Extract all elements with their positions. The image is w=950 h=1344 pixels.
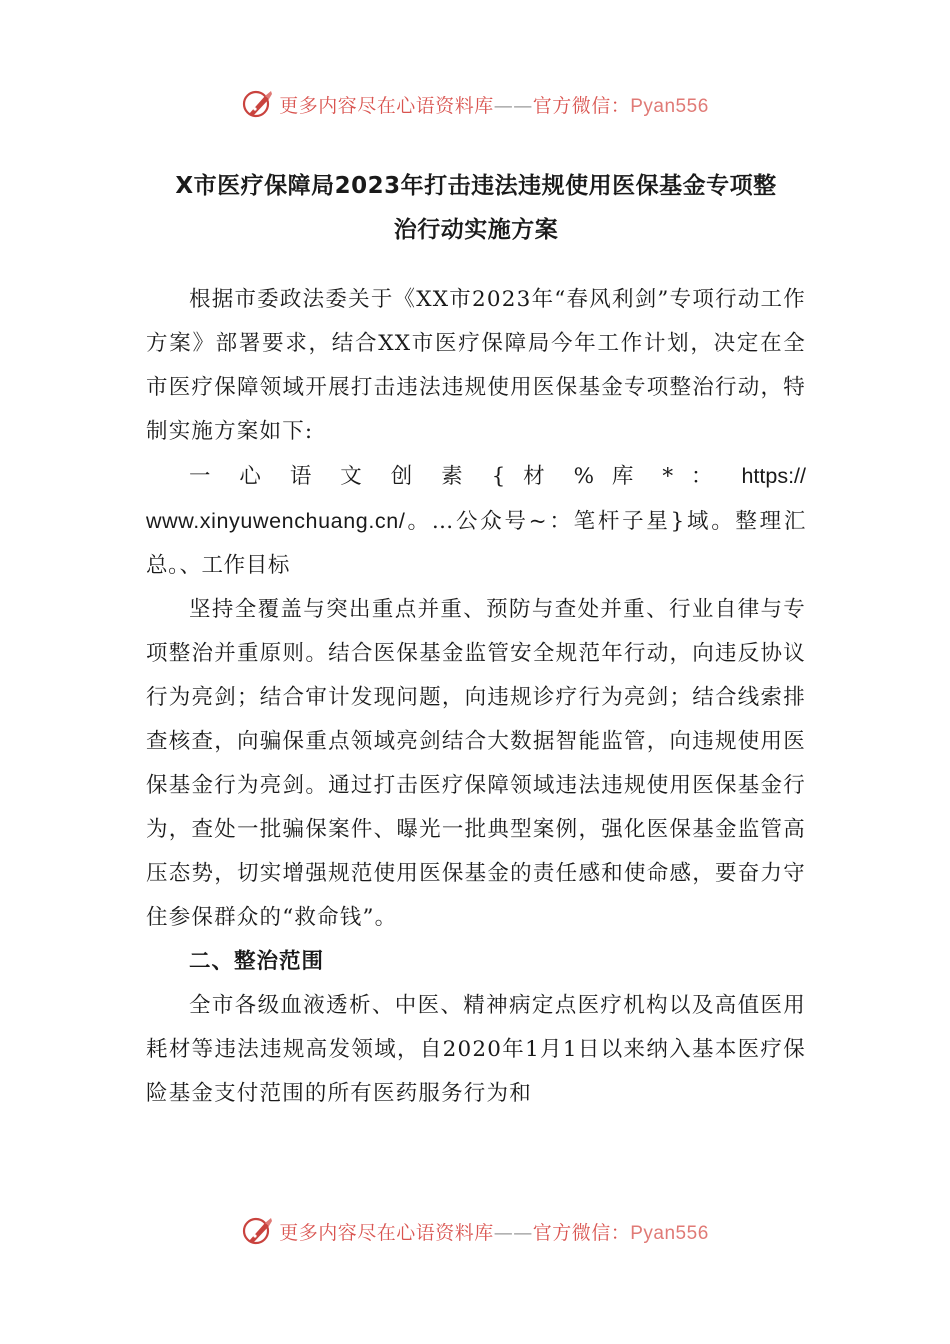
banner-wechat-id: Pyan556 [630,95,709,117]
banner-dash: —— [493,94,533,117]
intro-paragraph: 根据市委政法委关于《XX市2023年“春风利剑”专项行动工作方案》部署要求，结合XX市医疗保障局今年工作计划，决定在全市医疗保障领域开展打击违法违规使用医保基金专项整治行动，特制实施方案如下: [146,287,806,444]
goal-paragraph: 坚持全覆盖与突出重点并重、预防与查处并重、行业自律与专项整治并重原则。结合医保基金监管安全规范年行动，向违反协议行为亮剑；结合审计发现问题，向违规诊疗行为亮剑；结合线索排查核查，向骗保重点领域亮剑结合大数据智能监管，向违规使用医保基金行为亮剑。通过打击医疗保障领域违法违规使用医保基金行为，查处一批骗保案件、曝光一批典型案例，强化医保基金监管高压态势，切实增强规范使用医保基金的责任感和使命感，要奋力守住参保群众的“救命钱”。 [146,597,806,930]
pen-nib-circle-icon [241,1214,275,1248]
document-title [146,164,806,252]
header-banner [0,84,950,124]
banner-main-text: 更多内容尽在心语资料库 [279,94,494,117]
watermark-text: 一 心 语 文 创 素 { 材 % 库 * ： [189,464,724,489]
title-line-2: 治行动实施方案 [393,217,559,243]
scope-paragraph: 全市各级血液透析、中医、精神病定点医疗机构以及高值医用耗材等违法违规高发领域，自2020年1月1日以来纳入基本医疗保险基金支付范围的所有医药服务行为和 [146,993,806,1106]
pen-nib-circle-icon [241,87,275,121]
banner-text [279,1218,709,1245]
watermark-url: www.xinyuwenchuang.cn/ [146,509,406,533]
document-body [146,164,806,1116]
banner-official-text: 官方微信： [532,94,631,117]
watermark-url-line [146,499,806,588]
banner-main-text: 更多内容尽在心语资料库 [279,1221,494,1244]
banner-text [279,91,709,118]
banner-wechat-id: Pyan556 [630,1222,709,1244]
footer-banner [0,1211,950,1251]
banner-dash: —— [493,1221,533,1244]
watermark-line [146,454,806,499]
banner-official-text: 官方微信： [532,1221,631,1244]
watermark-tail: 。…公众号~：笔杆子星}域。整理汇总。、工作目标 [146,509,806,578]
section-heading-scope: 二、整治范围 [189,949,325,974]
watermark-url-prefix: https:// [741,464,806,488]
title-line-1: X市医疗保障局2023年打击违法违规使用医保基金专项整 [175,173,777,199]
